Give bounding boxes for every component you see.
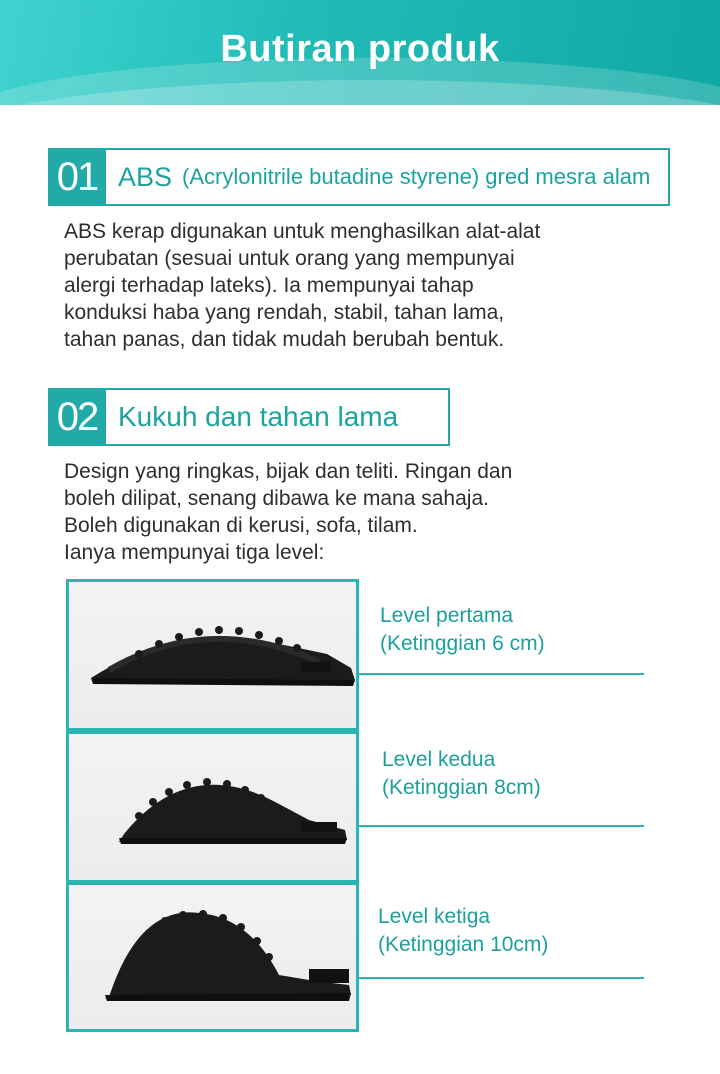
level-label-2: Level kedua (Ketinggian 8cm) — [382, 748, 541, 799]
section-title-sub: (Acrylonitrile butadine styrene) gred mesra alam — [182, 164, 651, 189]
divider — [359, 825, 644, 827]
product-photo-level-2 — [66, 731, 359, 883]
divider — [359, 673, 644, 675]
product-photo-level-3 — [66, 882, 359, 1032]
section-title — [106, 150, 662, 204]
level-label-1: Level pertama (Ketinggian 6 cm) — [380, 604, 545, 655]
section-number: 02 — [48, 388, 106, 446]
back-stretcher-image — [69, 734, 359, 883]
back-stretcher-image — [69, 885, 359, 1032]
page-title: Butiran produk — [220, 28, 500, 70]
section-header-2 — [48, 388, 450, 446]
section-number: 01 — [48, 148, 106, 206]
level-label-3: Level ketiga (Ketinggian 10cm) — [378, 905, 549, 956]
divider — [359, 977, 644, 979]
section-header-1 — [48, 148, 670, 206]
section-body-2: Design yang ringkas, bijak dan teliti. Ringan dan boleh dilipat, senang dibawa ke mana sahaja. Boleh digunakan di kerusi, sofa, tilam. Ianya mempunyai tiga level: — [64, 460, 513, 564]
back-stretcher-image — [69, 582, 359, 731]
section-title-main: ABS — [118, 161, 173, 192]
section-title: Kukuh dan tahan lama — [118, 401, 399, 432]
product-photo-level-1 — [66, 579, 359, 731]
header-banner — [0, 0, 720, 105]
section-body-1: ABS kerap digunakan untuk menghasilkan alat-alat perubatan (sesuai untuk orang yang mempunyai alergi terhadap lateks). Ia mempunyai tahap konduksi haba yang rendah, stabil, tahan lama, tahan panas, dan tidak mudah berubah bentuk. — [64, 220, 541, 351]
